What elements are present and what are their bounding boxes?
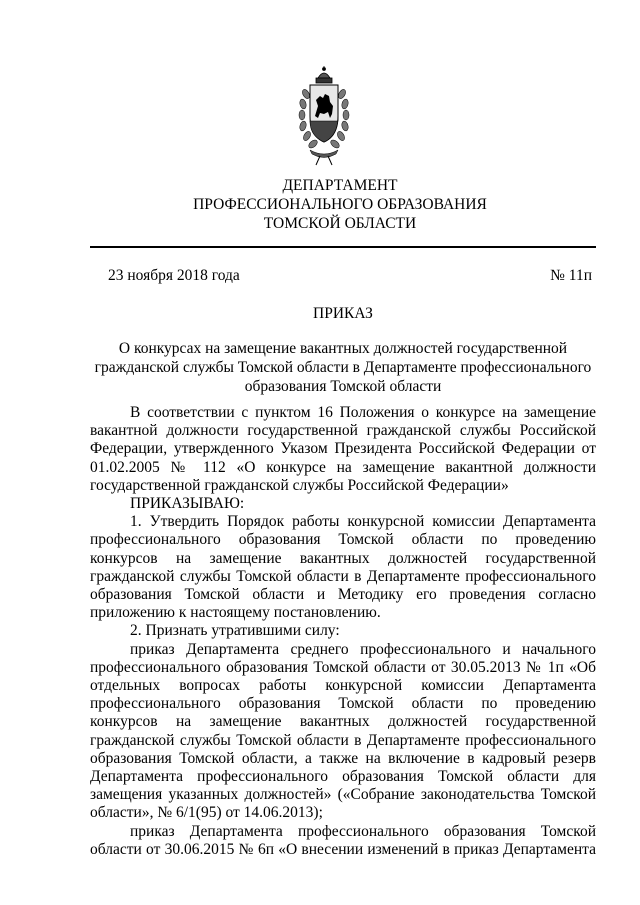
document-body <box>90 404 596 859</box>
paragraph-repeal-1: приказ Департамента среднего профессионального и начального профессионального образования Томской области от 30.05.2013 № 1п «Об отдельных вопросах работы конкурсной комиссии Департамента профессионального образования Томской области по проведению конкурсов на замещение вакантных должностей государственной гражданской службы Томской области в Департаменте профессионального образования Томской области, а также на включение в кадровый резерв Департамента профессионального образования Томской области для замещения указанных должностей» («Собрание законодательства Томской области», № 6/1(95) от 14.06.2013); <box>90 640 596 822</box>
document-subject <box>90 339 596 396</box>
subject-line-1: О конкурсах на замещение вакантных должностей государственной <box>118 340 568 357</box>
subject-line-2: гражданской службы Томской области в Департаменте профессионального <box>94 359 592 376</box>
tomsk-region-coat-of-arms-icon <box>296 66 352 166</box>
document-date: 23 ноября 2018 года <box>108 267 240 284</box>
header-line-1: ДЕПАРТАМЕНТ <box>282 177 398 194</box>
paragraph-item-1: 1. Утвердить Порядок работы конкурсной комиссии Департамента профессионального образования Томской области по проведению конкурсов на замещение вакантных должностей государственной гражданской службы Томской области в Департаменте профессионального образования Томской области и Методику его проведения согласно приложению к настоящему постановлению. <box>90 513 596 622</box>
paragraph-preamble: В соответствии с пунктом 16 Положения о конкурсе на замещение вакантной должности государственной гражданской службы Российской Федерации, утвержденного Указом Президента Российской Федерации от 01.02.2005 № 112 «О конкурсе на замещение вакантной должности государственной гражданской службы Российской Федерации» <box>90 404 596 494</box>
header-divider <box>90 246 596 248</box>
document-number: № 11п <box>550 267 592 284</box>
header-line-2: ПРОФЕССИОНАЛЬНОГО ОБРАЗОВАНИЯ <box>193 196 487 213</box>
document-type: ПРИКАЗ <box>313 305 373 322</box>
department-header <box>90 176 590 233</box>
header-line-3: ТОМСКОЙ ОБЛАСТИ <box>263 215 417 232</box>
subject-line-3: образования Томской области <box>244 378 442 395</box>
paragraph-order: ПРИКАЗЫВАЮ: <box>130 495 245 513</box>
paragraph-repeal-2: приказ Департамента профессионального образования Томской области от 30.06.2015 № 6п «О внесении изменений в приказ Департамента <box>90 822 596 858</box>
paragraph-item-2: 2. Признать утратившими силу: <box>130 622 340 640</box>
